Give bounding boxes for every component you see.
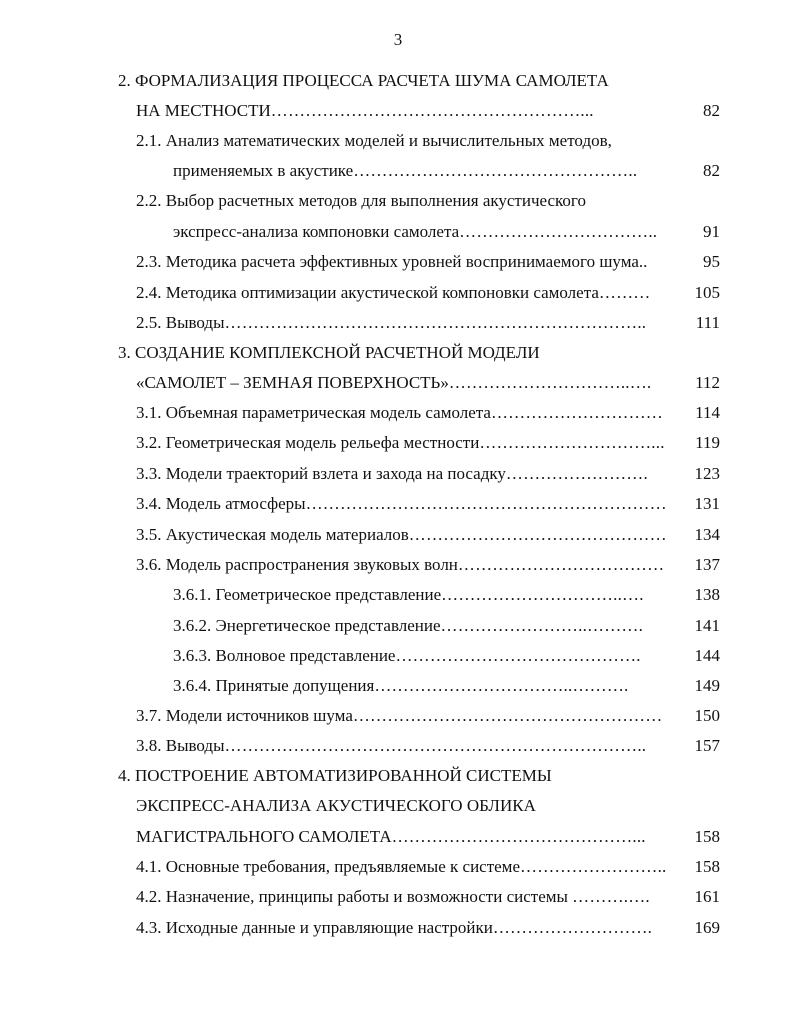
toc-entry-3-6-2: 3.6.2. Энергетическое представление……………………..………. [173,616,644,635]
toc-entry-3-6-3: 3.6.3. Волновое представление……………………………………. [173,646,641,665]
toc-heading-4: 4. ПОСТРОЕНИЕ АВТОМАТИЗИРОВАННОЙ СИСТЕМЫ [118,766,552,785]
toc-entry-3-6-1: 3.6.1. Геометрическое представление…………………………..…. [173,585,644,604]
toc-page: 114 [695,403,720,422]
toc-entry-3-6-4: 3.6.4. Принятые допущения……………………………..………. [173,676,629,695]
toc-page: 169 [694,918,720,937]
toc-entry-4-1: 4.1. Основные требования, предъявляемые к системе…………………….. [136,857,667,876]
toc-page: 141 [694,616,720,635]
toc-page: 158 [694,857,720,876]
toc-heading-3-cont: «САМОЛЕТ – ЗЕМНАЯ ПОВЕРХНОСТЬ»…………………………..…. [136,373,652,392]
toc-heading-2-cont: НА МЕСТНОСТИ………………………………………………... [136,101,594,120]
toc-heading-4-cont2: МАГИСТРАЛЬНОГО САМОЛЕТА……………………………………... [136,827,646,846]
toc-page: 111 [695,313,720,332]
toc-entry-3-5: 3.5. Акустическая модель материалов……………………………………… [136,525,667,544]
toc-page: 131 [694,494,720,513]
toc-heading-2: 2. ФОРМАЛИЗАЦИЯ ПРОЦЕССА РАСЧЕТА ШУМА САМОЛЕТА [118,71,609,90]
toc-entry-3-3: 3.3. Модели траекторий взлета и захода на посадку……………………. [136,464,648,483]
toc-page: 134 [694,525,720,544]
toc-entry-2-4: 2.4. Методика оптимизации акустической компоновки самолета……… [136,283,651,302]
toc-page: 119 [695,433,720,452]
toc-entry-2-2-cont: экспресс-анализа компоновки самолета…………………………….. [173,222,658,241]
toc-page: 95 [703,252,720,271]
toc-entry-3-4: 3.4. Модель атмосферы……………………………………………………… [136,494,667,513]
toc-page: 112 [695,373,720,392]
toc-page: 144 [694,646,720,665]
toc-page: 105 [694,283,720,302]
toc-page: 91 [703,222,720,241]
toc-heading-4-cont: ЭКСПРЕСС-АНАЛИЗА АКУСТИЧЕСКОГО ОБЛИКА [136,796,536,815]
toc-page: 82 [703,161,720,180]
toc-page: 137 [694,555,720,574]
toc-page: 150 [694,706,720,725]
toc-entry-3-2: 3.2. Геометрическая модель рельефа местности…………………………... [136,433,665,452]
toc-page: 157 [694,736,720,755]
toc-page: 158 [694,827,720,846]
toc-entry-2-3: 2.3. Методика расчета эффективных уровней воспринимаемого шума.. [136,252,648,271]
toc-page: 149 [694,676,720,695]
toc-entry-4-3: 4.3. Исходные данные и управляющие настройки………………………. [136,918,653,937]
toc-heading-3: 3. СОЗДАНИЕ КОМПЛЕКСНОЙ РАСЧЕТНОЙ МОДЕЛИ [118,343,540,362]
toc-entry-3-8: 3.8. Выводы……………………………………………………………….. [136,736,647,755]
toc-entry-4-2: 4.2. Назначение, принципы работы и возможности системы ……….…. [136,887,650,906]
toc-entry-2-1-cont: применяемых в акустике………………………………………….. [173,161,638,180]
toc-entry-2-5: 2.5. Выводы……………………………………………………………….. [136,313,647,332]
toc-entry-2-2: 2.2. Выбор расчетных методов для выполнения акустического [136,191,586,210]
toc-entry-3-6: 3.6. Модель распространения звуковых волн……………………………… [136,555,665,574]
toc-page: 138 [694,585,720,604]
toc-entry-2-1: 2.1. Анализ математических моделей и вычислительных методов, [136,131,612,150]
page-number: 3 [393,30,403,49]
toc-entry-3-1: 3.1. Объемная параметрическая модель самолета………………………… [136,403,663,422]
toc-page: 123 [694,464,720,483]
toc-page: 82 [703,101,720,120]
toc-page: 161 [694,887,720,906]
toc-entry-3-7: 3.7. Модели источников шума……………………………………………… [136,706,663,725]
